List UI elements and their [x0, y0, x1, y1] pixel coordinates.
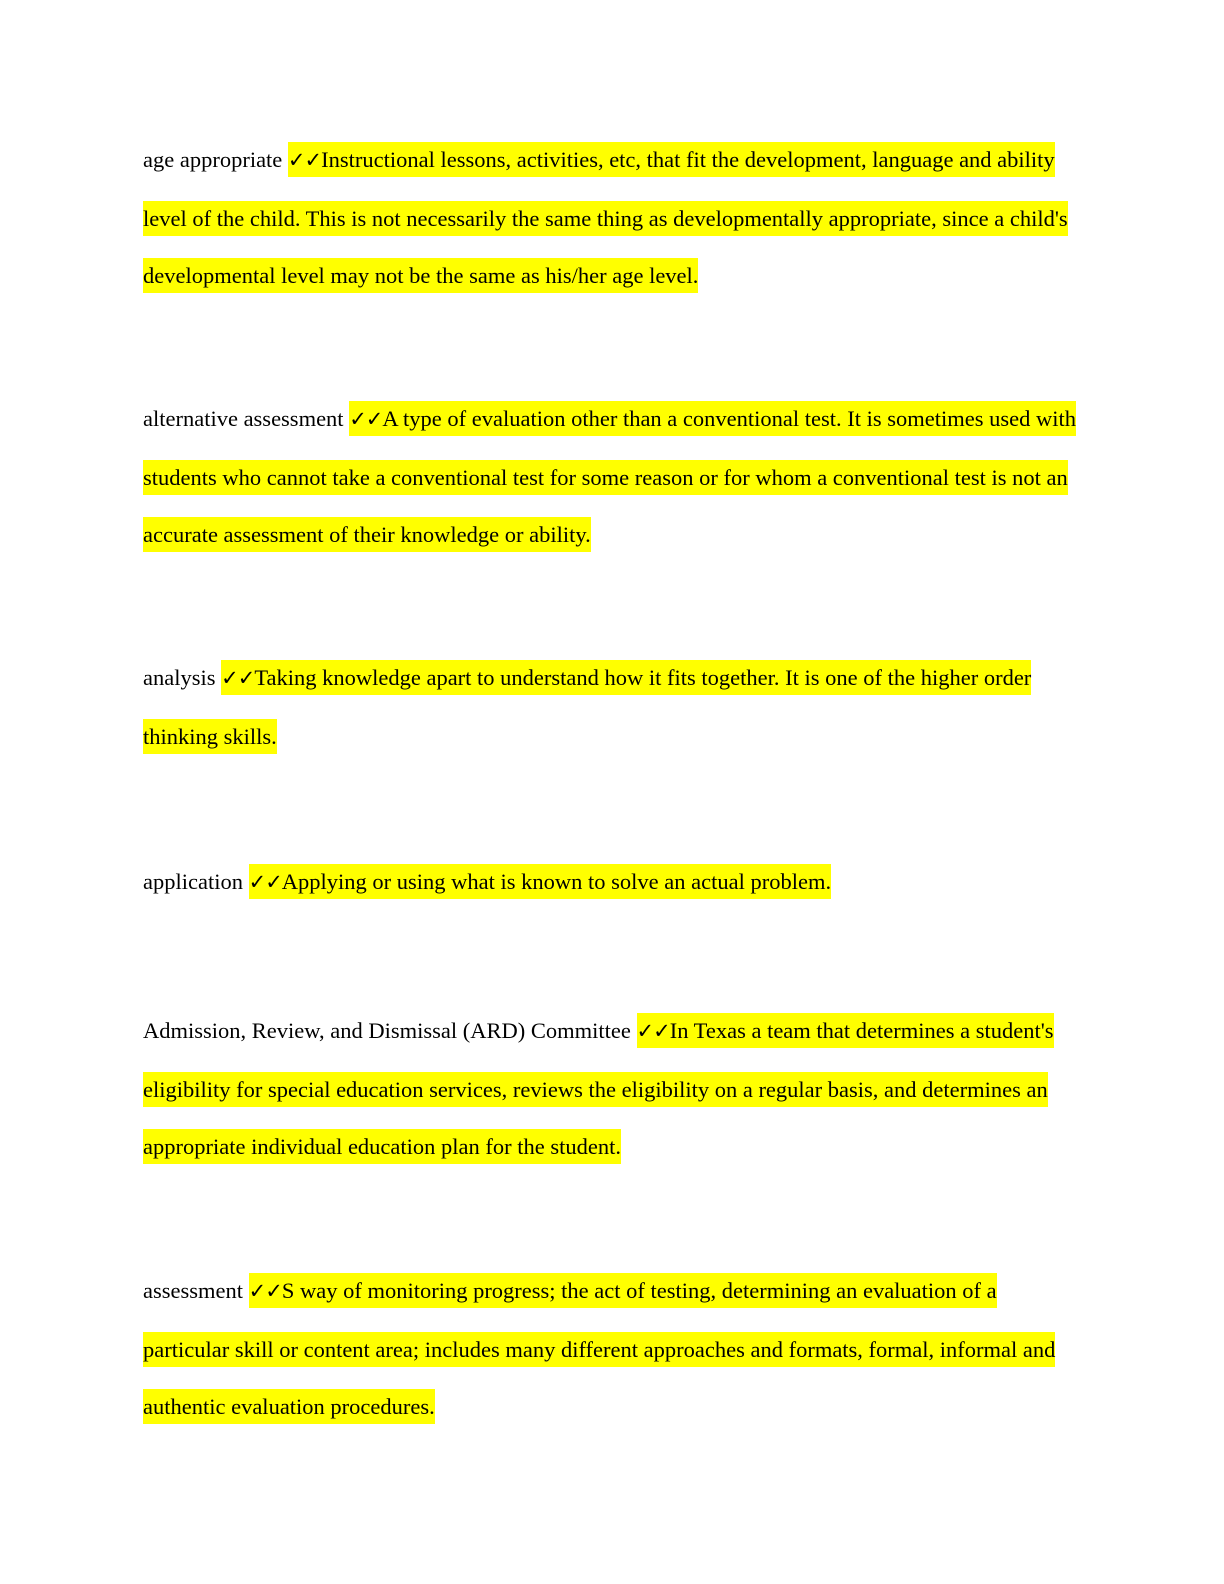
glossary-entry-age-appropriate	[143, 131, 1083, 305]
glossary-term: application	[143, 869, 243, 894]
glossary-entry-application	[143, 853, 1083, 912]
glossary-definition: Instructional lessons, activities, etc, that fit the development, language and ability level of the child. This is not necessarily the same thing as developmentally appropriate, since a child's developmental level may not be the same as his/her age level.	[143, 147, 1068, 288]
glossary-term: Admission, Review, and Dismissal (ARD) Committee	[143, 1018, 631, 1043]
glossary-term: analysis	[143, 665, 216, 690]
glossary-definition: Applying or using what is known to solve an actual problem.	[281, 869, 832, 894]
double-check-mark-icon: ✓✓	[248, 870, 282, 894]
double-check-mark-icon: ✓✓	[636, 1019, 670, 1043]
glossary-term: age appropriate	[143, 147, 283, 172]
glossary-definition-highlight	[143, 660, 1031, 754]
double-check-mark-icon: ✓✓	[349, 407, 383, 431]
glossary-definition: A type of evaluation other than a conventional test. It is sometimes used with students who cannot take a conventional test for some reason or for whom a conventional test is not an accurate assessment of their knowledge or ability.	[143, 406, 1076, 547]
glossary-term: assessment	[143, 1278, 243, 1303]
glossary-term: alternative assessment	[143, 406, 344, 431]
glossary-definition: S way of monitoring progress; the act of testing, determining an evaluation of a particular skill or content area; includes many different approaches and formats, formal, informal and authentic evaluation procedures.	[143, 1278, 1056, 1419]
glossary-definition-highlight	[143, 142, 1068, 293]
glossary-definition-highlight	[249, 864, 832, 899]
double-check-mark-icon: ✓✓	[221, 666, 255, 690]
double-check-mark-icon: ✓✓	[248, 1279, 282, 1303]
glossary-entry-analysis	[143, 649, 1083, 765]
glossary-definition: In Texas a team that determines a student's eligibility for special education services, reviews the eligibility on a regular basis, and determines an appropriate individual education plan for the student.	[143, 1018, 1054, 1159]
glossary-entry-assessment	[143, 1262, 1083, 1436]
glossary-entry-alternative-assessment	[143, 390, 1083, 564]
glossary-definition-highlight	[143, 1273, 1055, 1424]
glossary-definition: Taking knowledge apart to understand how it fits together. It is one of the higher order thinking skills.	[143, 665, 1032, 749]
glossary-entry-ard-committee	[143, 1002, 1083, 1176]
double-check-mark-icon: ✓✓	[287, 148, 322, 172]
